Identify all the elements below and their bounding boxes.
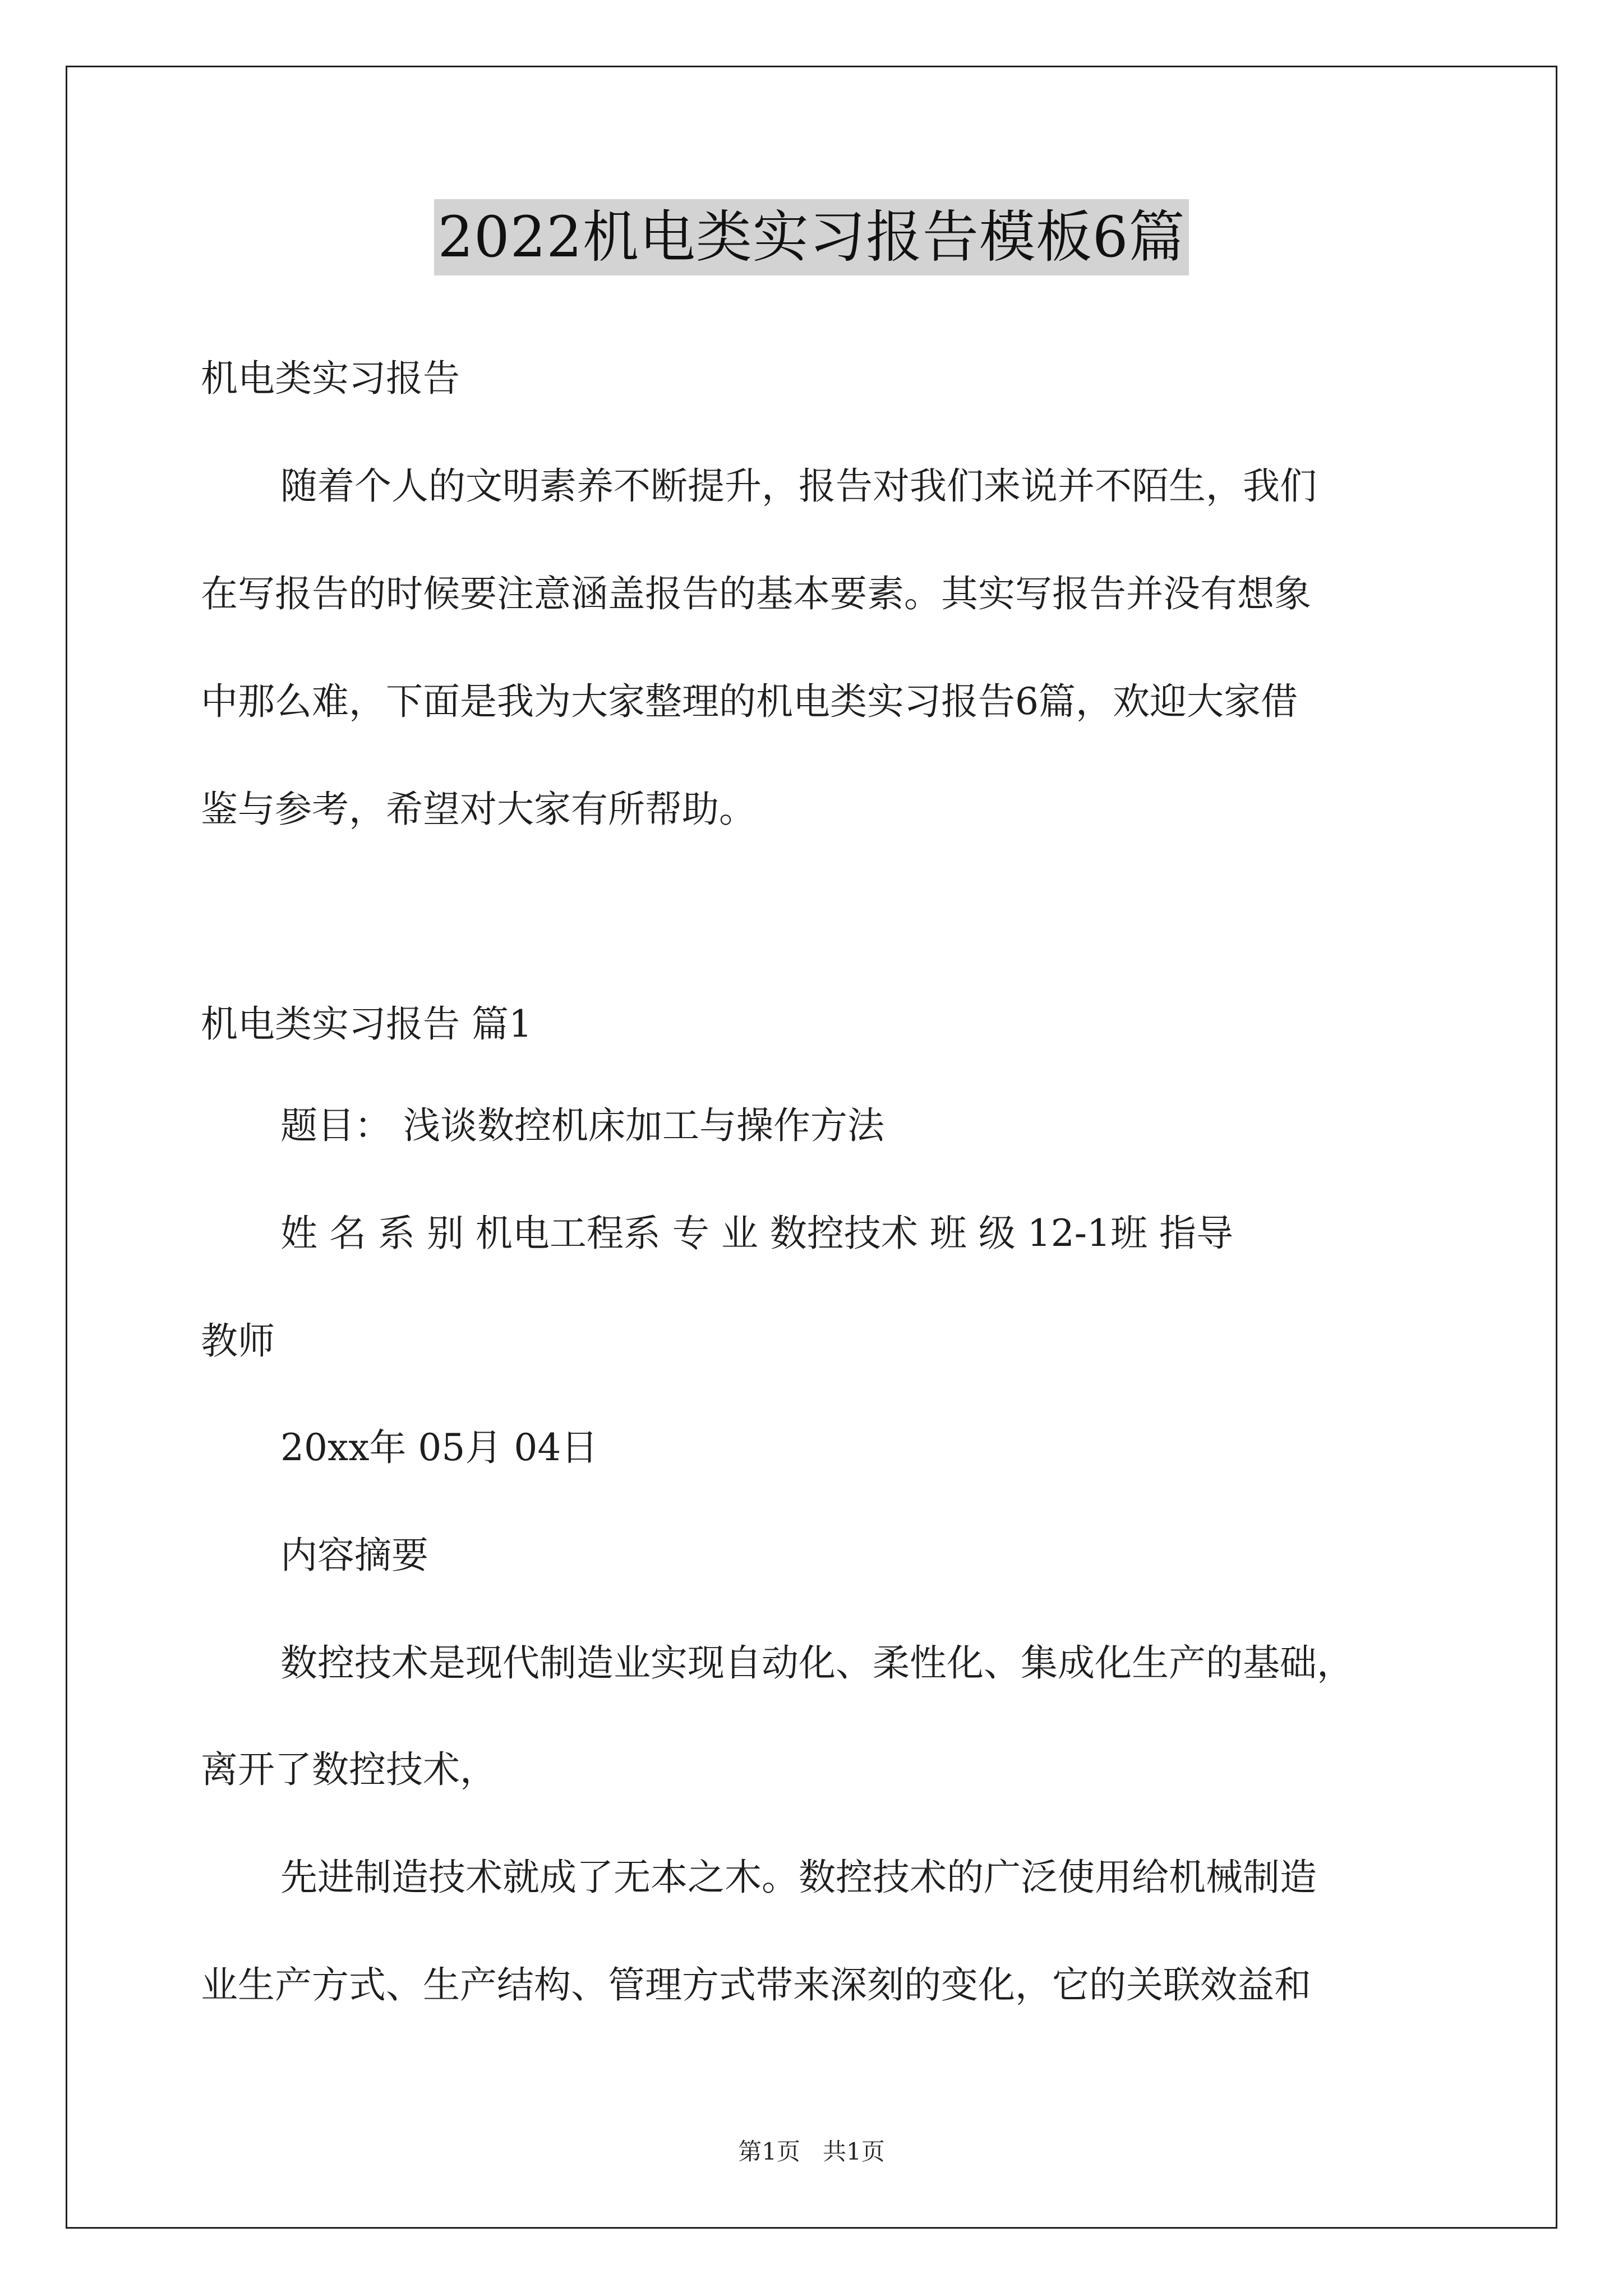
section-heading: 机电类实习报告 篇1: [201, 1002, 532, 1046]
paragraph-line: 教师: [201, 1319, 275, 1363]
page-footer: 第1页 共1页: [738, 2138, 885, 2165]
title-container: [0, 199, 1623, 275]
paragraph-line: 中那么难，下面是我为大家整理的机电类实习报告6篇，欢迎大家借: [201, 680, 1298, 723]
paragraph-line: 业生产方式、生产结构、管理方式带来深刻的变化，它的关联效益和: [201, 1963, 1311, 2007]
section-heading: 机电类实习报告: [201, 357, 460, 400]
date-line: 20xx年 05月 04日: [280, 1426, 598, 1469]
paragraph-line: 题目： 浅谈数控机床加工与操作方法: [280, 1104, 884, 1147]
paragraph-line: 内容摘要: [280, 1534, 428, 1577]
paragraph-line: 姓 名 系 别 机电工程系 专 业 数控技术 班 级 12-1班 指导: [280, 1212, 1234, 1255]
paragraph-line: 先进制造技术就成了无本之木。数控技术的广泛使用给机械制造: [280, 1856, 1317, 1899]
paragraph-line: 随着个人的文明素养不断提升，报告对我们来说并不陌生，我们: [280, 464, 1317, 508]
paragraph-line: 在写报告的时候要注意涵盖报告的基本要素。其实写报告并没有想象: [201, 572, 1311, 615]
paragraph-line: 鉴与参考，希望对大家有所帮助。: [201, 788, 756, 831]
document-title: 2022机电类实习报告模板6篇: [434, 199, 1188, 275]
paragraph-line: 离开了数控技术，: [201, 1748, 497, 1791]
paragraph-line: 数控技术是现代制造业实现自动化、柔性化、集成化生产的基础，: [280, 1641, 1354, 1685]
